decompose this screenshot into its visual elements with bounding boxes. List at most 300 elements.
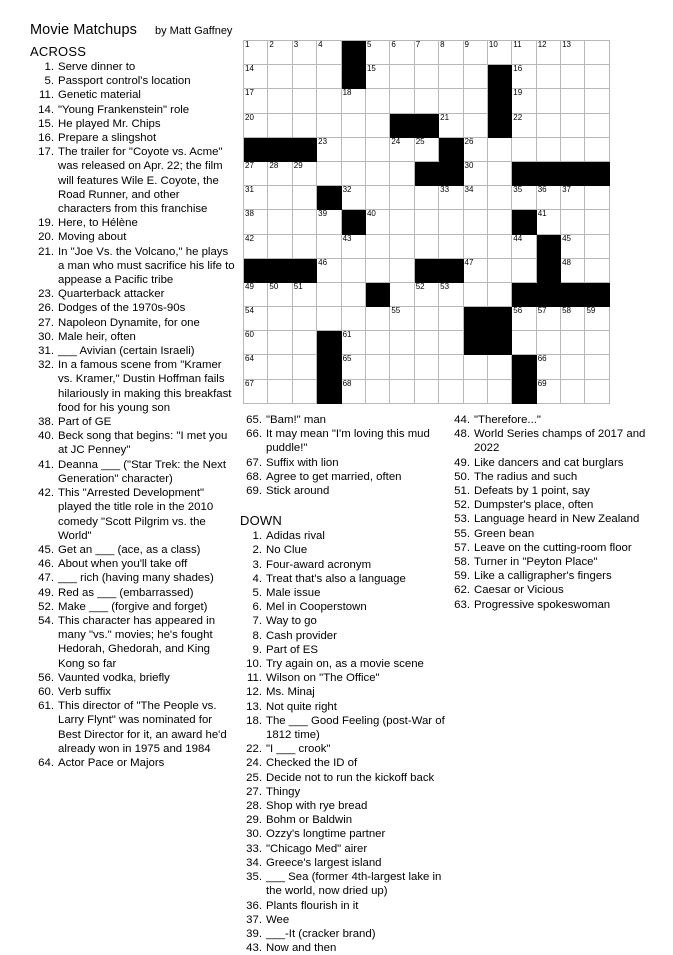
grid-cell[interactable] — [512, 138, 536, 162]
grid-cell[interactable] — [268, 235, 292, 259]
grid-cell[interactable] — [585, 259, 609, 283]
clue-item[interactable] — [240, 700, 445, 714]
clue-item[interactable] — [240, 484, 445, 498]
crossword-grid[interactable] — [243, 40, 610, 404]
grid-cell[interactable] — [390, 355, 414, 379]
clue-item[interactable] — [30, 117, 235, 131]
clue-text: Plants flourish in it — [266, 899, 359, 912]
clue-item[interactable] — [240, 543, 445, 557]
clue-item[interactable] — [240, 529, 445, 543]
clue-item[interactable] — [448, 427, 660, 455]
grid-cell[interactable] — [317, 307, 341, 331]
clue-item[interactable] — [240, 657, 445, 671]
grid-cell[interactable] — [415, 41, 439, 65]
grid-cell[interactable] — [317, 283, 341, 307]
grid-cell[interactable] — [317, 65, 341, 89]
grid-cell[interactable] — [561, 380, 585, 404]
grid-cell[interactable] — [317, 41, 341, 65]
grid-cell[interactable] — [366, 259, 390, 283]
clue-item[interactable] — [240, 842, 445, 856]
grid-cell[interactable] — [244, 355, 268, 379]
grid-cell[interactable] — [561, 235, 585, 259]
clue-number: 8. — [252, 629, 262, 642]
clue-item[interactable] — [240, 714, 445, 742]
grid-cell[interactable] — [537, 138, 561, 162]
clue-item[interactable] — [240, 756, 445, 770]
grid-cell[interactable] — [439, 380, 463, 404]
grid-cell[interactable] — [464, 41, 488, 65]
grid-cell[interactable] — [366, 138, 390, 162]
clue-item[interactable] — [240, 913, 445, 927]
clue-item[interactable] — [30, 614, 235, 671]
clue-item[interactable] — [30, 358, 235, 415]
grid-cell[interactable] — [537, 380, 561, 404]
clue-text: Ozzy's longtime partner — [266, 828, 386, 841]
grid-cell[interactable] — [366, 235, 390, 259]
grid-cell[interactable] — [268, 380, 292, 404]
grid-cell[interactable] — [293, 41, 317, 65]
grid-cell[interactable] — [464, 114, 488, 138]
grid-cell-number: 58 — [562, 306, 571, 316]
grid-cell[interactable] — [512, 307, 536, 331]
grid-block — [585, 162, 609, 186]
grid-cell[interactable] — [488, 138, 512, 162]
grid-cell[interactable] — [439, 283, 463, 307]
grid-cell[interactable] — [268, 186, 292, 210]
grid-cell[interactable] — [439, 114, 463, 138]
clue-text: Treat that's also a language — [266, 572, 406, 585]
clue-text: No Clue — [266, 544, 308, 557]
clue-item[interactable] — [240, 586, 445, 600]
grid-cell[interactable] — [585, 41, 609, 65]
grid-cell-number: 14 — [245, 64, 254, 74]
grid-cell[interactable] — [244, 283, 268, 307]
grid-cell[interactable] — [488, 355, 512, 379]
grid-cell[interactable] — [537, 114, 561, 138]
clue-item[interactable] — [240, 827, 445, 841]
grid-cell[interactable] — [293, 65, 317, 89]
grid-cell[interactable] — [366, 380, 390, 404]
grid-cell[interactable] — [464, 259, 488, 283]
clue-item[interactable] — [448, 555, 660, 569]
clue-item[interactable] — [240, 558, 445, 572]
grid-cell[interactable] — [293, 210, 317, 234]
grid-cell[interactable] — [342, 186, 366, 210]
grid-cell[interactable] — [561, 259, 585, 283]
grid-cell[interactable] — [244, 380, 268, 404]
clue-number: 1. — [44, 61, 54, 73]
grid-cell[interactable] — [390, 307, 414, 331]
clue-number: 66. — [246, 428, 262, 441]
grid-cell[interactable] — [244, 114, 268, 138]
clue-number: 68. — [246, 470, 262, 483]
grid-cell[interactable] — [561, 114, 585, 138]
clue-item[interactable] — [448, 598, 660, 612]
clue-item[interactable] — [240, 742, 445, 756]
grid-cell[interactable] — [585, 186, 609, 210]
grid-cell[interactable] — [439, 210, 463, 234]
clue-item[interactable] — [448, 512, 660, 526]
grid-cell[interactable] — [585, 138, 609, 162]
grid-cell-number: 3 — [293, 40, 299, 49]
grid-cell[interactable] — [293, 162, 317, 186]
clue-text: Passport control's location — [58, 75, 191, 88]
grid-cell[interactable] — [317, 235, 341, 259]
grid-cell[interactable] — [390, 162, 414, 186]
grid-cell[interactable] — [342, 307, 366, 331]
clue-item[interactable] — [30, 458, 235, 486]
down-clue-list-continued — [448, 413, 660, 612]
grid-block — [342, 41, 366, 65]
grid-cell[interactable] — [488, 380, 512, 404]
grid-cell[interactable] — [342, 162, 366, 186]
clue-text: Ms. Minaj — [266, 686, 315, 699]
grid-cell[interactable] — [488, 162, 512, 186]
grid-cell[interactable] — [488, 283, 512, 307]
grid-cell-number: 34 — [464, 185, 474, 195]
grid-cell[interactable] — [512, 65, 536, 89]
grid-cell[interactable] — [561, 186, 585, 210]
grid-cell[interactable] — [415, 186, 439, 210]
clue-item[interactable] — [30, 245, 235, 288]
clue-item[interactable] — [240, 813, 445, 827]
grid-cell[interactable] — [268, 89, 292, 113]
clue-text: The ___ Good Feeling (post-War of 1812 time) — [266, 714, 445, 742]
grid-cell[interactable] — [439, 186, 463, 210]
clue-item[interactable] — [240, 643, 445, 657]
grid-cell[interactable] — [512, 331, 536, 355]
grid-cell[interactable] — [366, 307, 390, 331]
grid-cell[interactable] — [293, 331, 317, 355]
grid-cell[interactable] — [512, 235, 536, 259]
grid-cell[interactable] — [342, 355, 366, 379]
grid-cell[interactable] — [244, 210, 268, 234]
clue-item[interactable] — [30, 586, 235, 600]
grid-cell[interactable] — [390, 235, 414, 259]
grid-cell[interactable] — [561, 65, 585, 89]
grid-cell[interactable] — [244, 89, 268, 113]
grid-cell[interactable] — [464, 138, 488, 162]
grid-cell[interactable] — [366, 162, 390, 186]
grid-cell[interactable] — [293, 283, 317, 307]
clue-item[interactable] — [448, 470, 660, 484]
grid-cell[interactable] — [561, 331, 585, 355]
grid-cell[interactable] — [244, 65, 268, 89]
grid-cell[interactable] — [464, 162, 488, 186]
grid-cell[interactable] — [439, 307, 463, 331]
grid-cell[interactable] — [268, 114, 292, 138]
grid-cell[interactable] — [561, 307, 585, 331]
grid-cell[interactable] — [293, 380, 317, 404]
grid-cell-number: 15 — [366, 64, 376, 74]
grid-cell[interactable] — [366, 114, 390, 138]
clue-item[interactable] — [240, 856, 445, 870]
grid-cell[interactable] — [439, 331, 463, 355]
grid-cell[interactable] — [390, 210, 414, 234]
grid-cell[interactable] — [585, 65, 609, 89]
grid-cell[interactable] — [464, 210, 488, 234]
grid-cell[interactable] — [390, 186, 414, 210]
clue-item[interactable] — [30, 415, 235, 429]
grid-cell[interactable] — [317, 89, 341, 113]
grid-cell[interactable] — [512, 41, 536, 65]
grid-cell-number: 64 — [245, 354, 254, 364]
clue-item[interactable] — [30, 685, 235, 699]
grid-cell[interactable] — [561, 41, 585, 65]
clue-item[interactable] — [30, 301, 235, 315]
grid-cell[interactable] — [390, 331, 414, 355]
grid-cell[interactable] — [512, 114, 536, 138]
clue-item[interactable] — [30, 699, 235, 756]
clue-item[interactable] — [448, 583, 660, 597]
clue-item[interactable] — [240, 785, 445, 799]
grid-cell[interactable] — [415, 331, 439, 355]
grid-cell[interactable] — [317, 114, 341, 138]
clue-item[interactable] — [30, 486, 235, 543]
grid-cell[interactable] — [439, 235, 463, 259]
grid-cell[interactable] — [342, 380, 366, 404]
grid-cell[interactable] — [390, 65, 414, 89]
grid-cell[interactable] — [464, 380, 488, 404]
clue-item[interactable] — [240, 413, 445, 427]
clue-number: 61. — [38, 700, 54, 713]
grid-cell[interactable] — [244, 331, 268, 355]
grid-cell[interactable] — [585, 331, 609, 355]
grid-cell[interactable] — [537, 65, 561, 89]
grid-block — [342, 65, 366, 89]
grid-cell[interactable] — [537, 307, 561, 331]
grid-cell[interactable] — [585, 235, 609, 259]
grid-cell[interactable] — [415, 235, 439, 259]
grid-cell[interactable] — [537, 186, 561, 210]
grid-cell[interactable] — [415, 380, 439, 404]
grid-cell[interactable] — [537, 331, 561, 355]
grid-cell[interactable] — [585, 380, 609, 404]
clue-item[interactable] — [30, 88, 235, 102]
grid-cell[interactable] — [342, 138, 366, 162]
grid-cell[interactable] — [415, 65, 439, 89]
grid-cell-number: 32 — [342, 185, 352, 195]
down-heading: DOWN — [240, 513, 282, 529]
clue-text: Part of GE — [58, 416, 112, 429]
grid-cell[interactable] — [585, 355, 609, 379]
grid-cell[interactable] — [415, 283, 439, 307]
clue-item[interactable] — [240, 671, 445, 685]
grid-cell[interactable] — [512, 259, 536, 283]
grid-cell[interactable] — [561, 355, 585, 379]
clue-item[interactable] — [240, 600, 445, 614]
clue-item[interactable] — [240, 427, 445, 455]
clue-text: This character has appeared in many "vs." movies; he's fought Hedorah, Ghedorah, and King Kong so far — [58, 614, 216, 670]
grid-cell[interactable] — [268, 162, 292, 186]
clue-item[interactable] — [30, 145, 235, 216]
grid-cell[interactable] — [268, 331, 292, 355]
grid-cell[interactable] — [390, 89, 414, 113]
grid-cell[interactable] — [366, 41, 390, 65]
grid-cell[interactable] — [464, 89, 488, 113]
clue-number: 11. — [39, 89, 54, 102]
grid-cell[interactable] — [415, 355, 439, 379]
clue-item[interactable] — [240, 456, 445, 470]
grid-cell[interactable] — [317, 259, 341, 283]
clue-item[interactable] — [240, 470, 445, 484]
grid-cell[interactable] — [342, 259, 366, 283]
clue-item[interactable] — [30, 344, 235, 358]
clue-item[interactable] — [30, 671, 235, 685]
grid-cell[interactable] — [244, 235, 268, 259]
grid-cell[interactable] — [342, 331, 366, 355]
grid-cell[interactable] — [537, 41, 561, 65]
grid-cell[interactable] — [268, 283, 292, 307]
grid-cell[interactable] — [342, 235, 366, 259]
grid-cell[interactable] — [244, 307, 268, 331]
clue-item[interactable] — [30, 230, 235, 244]
grid-cell-number: 40 — [366, 209, 376, 219]
grid-cell[interactable] — [390, 283, 414, 307]
grid-cell[interactable] — [464, 235, 488, 259]
grid-block — [585, 283, 609, 307]
clue-item[interactable] — [30, 756, 235, 770]
grid-cell[interactable] — [317, 138, 341, 162]
grid-cell[interactable] — [585, 307, 609, 331]
grid-cell[interactable] — [244, 41, 268, 65]
grid-cell[interactable] — [268, 210, 292, 234]
grid-cell[interactable] — [439, 355, 463, 379]
grid-cell[interactable] — [366, 355, 390, 379]
clue-item[interactable] — [30, 600, 235, 614]
clue-item[interactable] — [30, 571, 235, 585]
grid-cell[interactable] — [464, 65, 488, 89]
grid-cell[interactable] — [512, 89, 536, 113]
clue-item[interactable] — [448, 569, 660, 583]
clue-item[interactable] — [240, 941, 445, 955]
grid-cell[interactable] — [366, 65, 390, 89]
clue-item[interactable] — [240, 629, 445, 643]
grid-cell[interactable] — [415, 210, 439, 234]
grid-cell[interactable] — [317, 162, 341, 186]
grid-cell[interactable] — [415, 89, 439, 113]
grid-cell[interactable] — [585, 89, 609, 113]
clue-item[interactable] — [240, 899, 445, 913]
grid-cell[interactable] — [439, 41, 463, 65]
grid-cell[interactable] — [293, 307, 317, 331]
clue-item[interactable] — [240, 771, 445, 785]
clue-number: 14. — [38, 103, 54, 116]
grid-cell[interactable] — [342, 89, 366, 113]
grid-cell[interactable] — [585, 210, 609, 234]
grid-cell[interactable] — [390, 380, 414, 404]
middle-clue-column — [240, 413, 445, 955]
clue-text: Mel in Cooperstown — [266, 601, 367, 614]
grid-cell[interactable] — [464, 186, 488, 210]
grid-cell[interactable] — [244, 162, 268, 186]
grid-cell-number: 55 — [391, 306, 401, 316]
grid-cell[interactable] — [366, 89, 390, 113]
clue-item[interactable] — [30, 216, 235, 230]
grid-cell[interactable] — [585, 114, 609, 138]
grid-cell[interactable] — [293, 355, 317, 379]
clue-item[interactable] — [30, 316, 235, 330]
grid-cell[interactable] — [488, 186, 512, 210]
clue-item[interactable] — [448, 498, 660, 512]
grid-cell[interactable] — [561, 138, 585, 162]
grid-cell[interactable] — [537, 89, 561, 113]
grid-cell[interactable] — [342, 283, 366, 307]
grid-cell[interactable] — [439, 65, 463, 89]
clue-number: 12. — [246, 686, 262, 699]
grid-cell[interactable] — [415, 307, 439, 331]
clue-item[interactable] — [30, 557, 235, 571]
grid-cell[interactable] — [293, 186, 317, 210]
grid-cell[interactable] — [268, 355, 292, 379]
grid-cell[interactable] — [561, 210, 585, 234]
clue-item[interactable] — [30, 131, 235, 145]
clue-item[interactable] — [448, 541, 660, 555]
clue-number: 10. — [246, 658, 262, 671]
clue-item[interactable] — [240, 685, 445, 699]
grid-cell[interactable] — [439, 89, 463, 113]
clue-item[interactable] — [448, 413, 660, 427]
grid-cell[interactable] — [415, 138, 439, 162]
grid-cell[interactable] — [390, 138, 414, 162]
grid-cell[interactable] — [488, 235, 512, 259]
grid-cell-number: 47 — [464, 257, 474, 267]
grid-cell[interactable] — [464, 355, 488, 379]
grid-cell[interactable] — [366, 210, 390, 234]
grid-cell[interactable] — [537, 355, 561, 379]
clue-item[interactable] — [30, 287, 235, 301]
grid-cell[interactable] — [268, 41, 292, 65]
grid-cell[interactable] — [366, 331, 390, 355]
grid-cell[interactable] — [537, 210, 561, 234]
clue-item[interactable] — [30, 60, 235, 74]
grid-cell[interactable] — [268, 307, 292, 331]
clue-item[interactable] — [30, 429, 235, 457]
grid-cell[interactable] — [488, 41, 512, 65]
clue-item[interactable] — [240, 614, 445, 628]
grid-cell[interactable] — [366, 186, 390, 210]
clue-number: 67. — [246, 456, 262, 469]
clue-item[interactable] — [30, 74, 235, 88]
grid-cell[interactable] — [293, 114, 317, 138]
grid-cell[interactable] — [488, 210, 512, 234]
clue-item[interactable] — [448, 456, 660, 470]
clue-item[interactable] — [240, 870, 445, 898]
clue-item[interactable] — [448, 527, 660, 541]
clue-item[interactable] — [30, 543, 235, 557]
clue-item[interactable] — [240, 799, 445, 813]
grid-cell[interactable] — [390, 259, 414, 283]
clue-item[interactable] — [240, 927, 445, 941]
grid-cell[interactable] — [293, 235, 317, 259]
grid-cell[interactable] — [488, 259, 512, 283]
clue-item[interactable] — [30, 330, 235, 344]
grid-cell[interactable] — [317, 210, 341, 234]
grid-cell[interactable] — [244, 186, 268, 210]
grid-cell[interactable] — [561, 89, 585, 113]
grid-cell[interactable] — [293, 89, 317, 113]
grid-cell[interactable] — [512, 186, 536, 210]
grid-cell-number: 2 — [269, 40, 274, 49]
clue-item[interactable] — [30, 103, 235, 117]
grid-cell[interactable] — [390, 41, 414, 65]
grid-cell[interactable] — [342, 114, 366, 138]
grid-cell[interactable] — [268, 65, 292, 89]
clue-text: Checked the ID of — [266, 757, 358, 770]
clue-item[interactable] — [240, 572, 445, 586]
clue-item[interactable] — [448, 484, 660, 498]
grid-cell[interactable] — [464, 283, 488, 307]
